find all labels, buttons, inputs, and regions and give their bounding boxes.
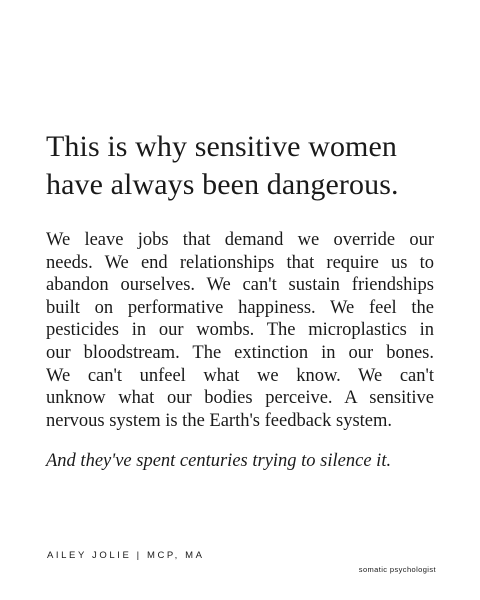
headline <box>46 128 446 204</box>
body-line: nervous system is the Earth's feedback system. <box>46 410 393 431</box>
body-line: built on performative happiness. We feel the <box>46 297 434 318</box>
closing-line: And they've spent centuries trying to silence it. <box>46 451 392 471</box>
body-line: We can't unfeel what we know. We can't <box>46 365 434 386</box>
body-line: We leave jobs that demand we override our <box>46 230 434 250</box>
headline-line-1: This is why sensitive women <box>46 130 398 163</box>
body-line: our bloodstream. The extinction in our bones. <box>46 342 434 363</box>
body-line: abandon ourselves. We can't sustain friendships <box>46 275 434 296</box>
body-line: unknow what our bodies perceive. A sensitive <box>46 388 434 409</box>
body-paragraph <box>46 229 434 432</box>
body-line: needs. We end relationships that require us to <box>46 252 434 273</box>
headline-line-2: have always been dangerous. <box>46 168 399 201</box>
author-role: somatic psychologist <box>358 565 436 574</box>
body-line: pesticides in our wombs. The microplastics in <box>46 320 434 341</box>
author-credit: AILEY JOLIE | MCP, MA <box>47 550 205 561</box>
